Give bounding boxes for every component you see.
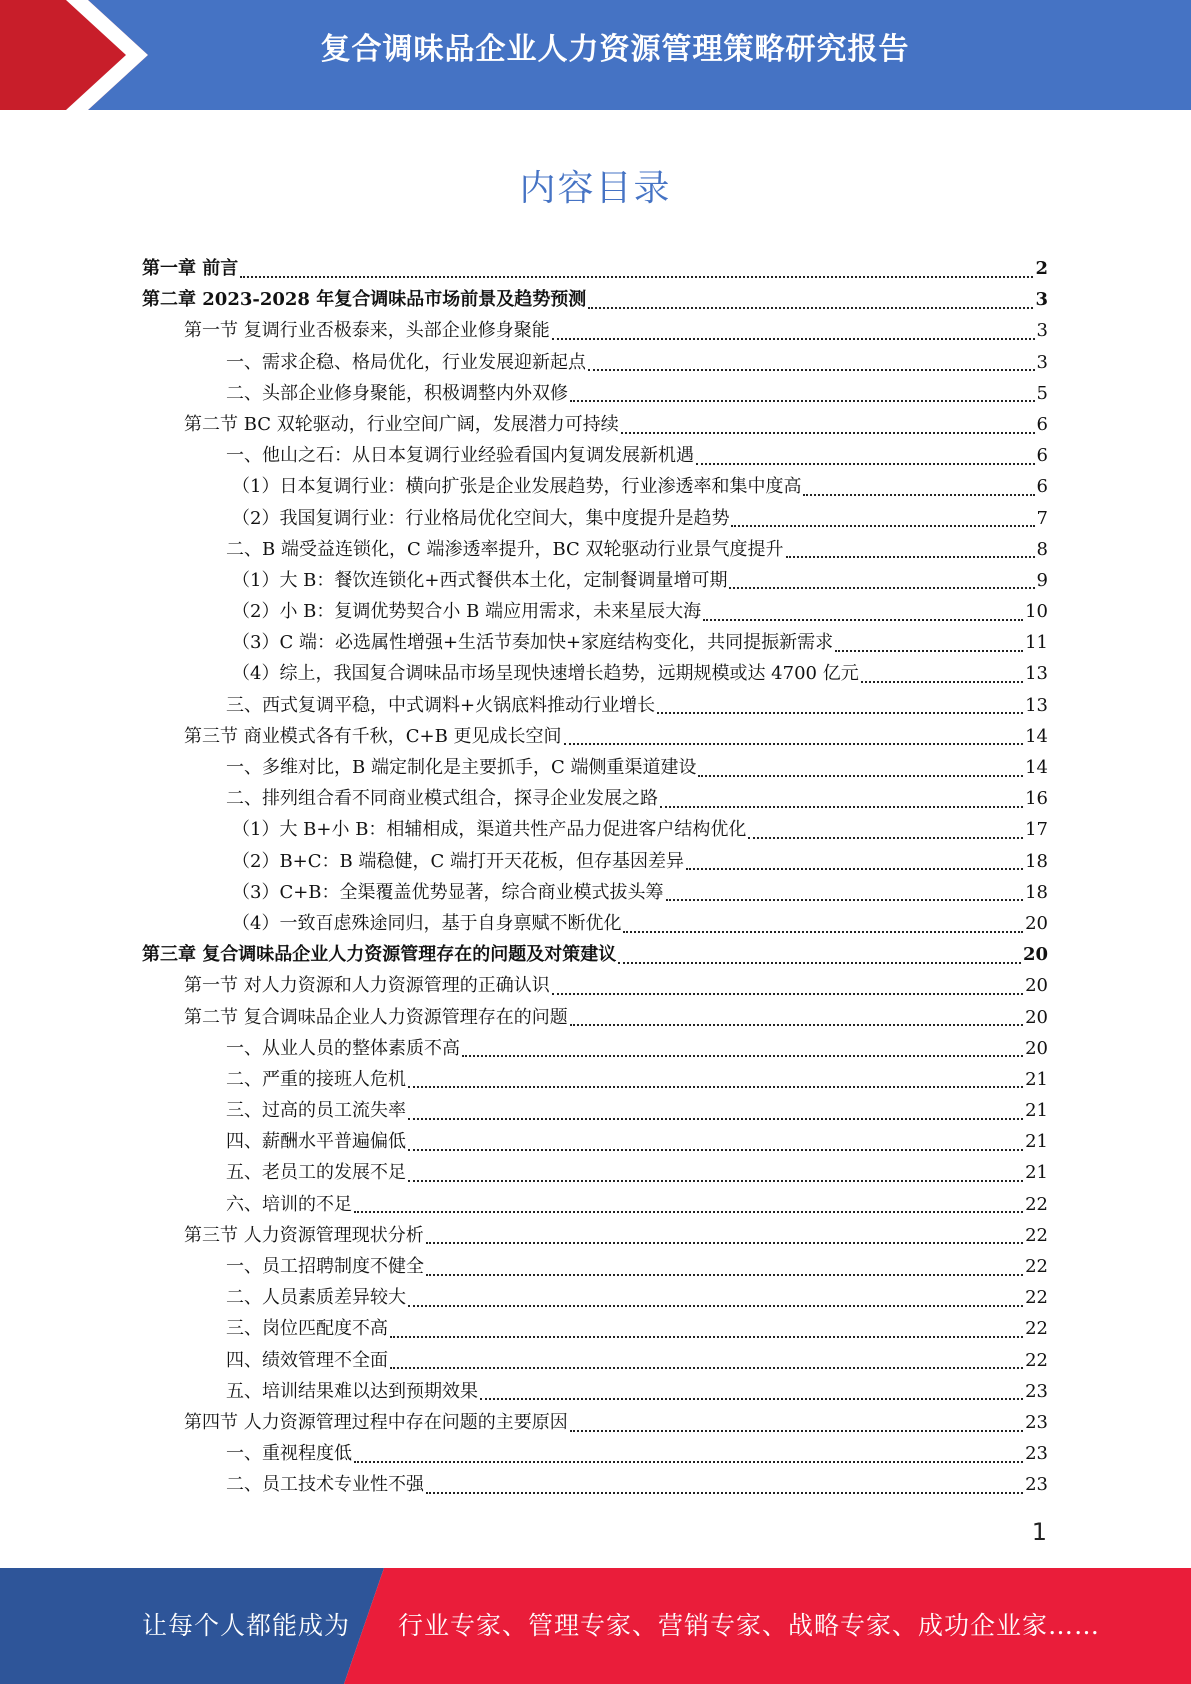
toc-entry[interactable] [142,627,1048,658]
toc-entry[interactable] [142,783,1048,814]
toc-leader-dots [588,307,1033,309]
toc-entry-title: （1）日本复调行业：横向扩张是企业发展趋势，行业渗透率和集中度高 [232,476,802,498]
toc-entry-page: 18 [1025,881,1048,903]
footer-banner [0,1568,1191,1684]
toc-entry-title: 二、排列组合看不同商业模式组合，探寻企业发展之路 [226,788,658,810]
toc-entry-page: 22 [1025,1318,1048,1340]
toc-entry[interactable] [142,1189,1048,1220]
toc-entry-title: 一、多维对比，B 端定制化是主要抓手，C 端侧重渠道建设 [226,757,697,778]
toc-leader-dots [408,1180,1023,1182]
toc-entry[interactable] [142,565,1048,596]
toc-leader-dots [729,587,1034,589]
toc-leader-dots [408,1118,1023,1120]
toc-entry-title: 第一节 对人力资源和人力资源管理的正确认识 [184,975,550,997]
toc-entry-page: 20 [1022,944,1048,966]
toc-entry-title: 一、他山之石：从日本复调行业经验看国内复调发展新机遇 [226,445,694,467]
toc-entry-title: 四、绩效管理不全面 [226,1349,388,1371]
toc-entry-page: 22 [1025,1287,1048,1309]
toc-entry-page: 21 [1025,1100,1048,1122]
toc-leader-dots [666,899,1024,901]
toc-entry-title: 一、重视程度低 [226,1443,352,1465]
toc-entry[interactable] [142,877,1048,908]
toc-leader-dots [698,775,1023,777]
toc-leader-dots [621,432,1035,434]
toc-entry-page: 23 [1025,1380,1048,1402]
toc-entry-page: 23 [1025,1411,1048,1433]
toc-entry-title: 六、培训的不足 [226,1193,352,1215]
toc-entry-title: 二、头部企业修身聚能，积极调整内外双修 [226,382,568,404]
toc-leader-dots [564,743,1024,745]
toc-entry[interactable] [142,409,1048,440]
toc-entry-title: （2）小 B：复调优势契合小 B 端应用需求，未来星辰大海 [232,601,702,623]
toc-entry[interactable] [142,1064,1048,1095]
toc-entry[interactable] [142,908,1048,939]
red-chevron-icon [0,0,150,110]
toc-leader-dots [390,1367,1023,1369]
toc-entry-page: 6 [1036,413,1048,435]
toc-entry[interactable] [142,1376,1048,1407]
toc-entry[interactable] [142,1095,1048,1126]
toc-entry-title: 三、岗位匹配度不高 [226,1318,388,1340]
toc-leader-dots [570,1430,1023,1432]
toc-entry[interactable] [142,1313,1048,1344]
toc-entry[interactable] [142,752,1048,783]
toc-entry-title: 二、严重的接班人危机 [226,1068,406,1090]
toc-entry-title: （1）大 B+小 B：相辅相成，渠道共性产品力促进客户结构优化 [232,819,747,841]
toc-entry[interactable] [142,534,1048,565]
toc-entry[interactable] [142,1345,1048,1376]
toc-leader-dots [408,1149,1023,1151]
toc-entry-title: 一、需求企稳、格局优化，行业发展迎新起点 [226,351,586,373]
toc-entry-page: 10 [1025,601,1048,623]
toc-entry-title: （3）C+B：全渠覆盖优势显著，综合商业模式拔头筹 [232,881,664,903]
toc-entry-page: 17 [1025,819,1048,841]
toc-entry-title: 第四节 人力资源管理过程中存在问题的主要原因 [184,1411,568,1433]
toc-entry-page: 20 [1025,975,1048,997]
toc-entry-page: 8 [1036,538,1048,560]
toc-entry-title: 五、培训结果难以达到预期效果 [226,1380,478,1402]
toc-leader-dots [462,1055,1023,1057]
toc-entry-page: 22 [1025,1193,1048,1215]
toc-leader-dots [240,276,1033,278]
toc-leader-dots [696,463,1035,465]
toc-entry-page: 7 [1036,507,1048,529]
toc-entry-page: 13 [1025,663,1048,685]
toc-entry-page: 16 [1025,788,1048,810]
toc-entry-page: 22 [1025,1256,1048,1277]
toc-entry[interactable] [142,1033,1048,1064]
toc-entry-title: （4）综上，我国复合调味品市场呈现快速增长趋势，远期规模或达 4700 亿元 [232,663,859,685]
toc-entry-title: 二、人员素质差异较大 [226,1287,406,1309]
toc-entry-page: 3 [1036,320,1048,342]
toc-entry-title: 第三章 复合调味品企业人力资源管理存在的问题及对策建议 [142,944,617,966]
toc-entry[interactable] [142,1220,1048,1251]
toc-leader-dots [408,1086,1023,1088]
toc-leader-dots [480,1398,1023,1400]
toc-leader-dots [354,1211,1023,1213]
toc-entry[interactable] [142,846,1048,877]
toc-leader-dots [803,494,1034,496]
toc-entry-page: 20 [1025,1006,1048,1028]
toc-entry[interactable] [142,378,1048,409]
toc-leader-dots [354,1461,1023,1463]
footer-slogan-right: 行业专家、管理专家、营销专家、战略专家、成功企业家…… [398,1611,1101,1640]
toc-entry-title: 五、老员工的发展不足 [226,1162,406,1184]
toc-leader-dots [748,837,1023,839]
toc-leader-dots [623,931,1023,933]
table-of-contents [142,253,1048,1501]
toc-entry[interactable] [142,1157,1048,1188]
toc-entry-page: 20 [1025,1037,1048,1059]
toc-leader-dots [570,1024,1023,1026]
toc-entry-title: 第三节 商业模式各有千秋，C+B 更见成长空间 [184,725,562,747]
toc-entry-title: 四、薪酬水平普遍偏低 [226,1131,406,1153]
toc-entry-title: 第一章 前言 [142,258,239,279]
toc-entry-page: 6 [1036,476,1048,498]
toc-entry-title: 三、过高的员工流失率 [226,1100,406,1122]
toc-entry-title: 第三节 人力资源管理现状分析 [184,1224,424,1246]
toc-leader-dots [660,806,1023,808]
toc-entry-page: 23 [1025,1443,1048,1465]
toc-leader-dots [390,1336,1023,1338]
report-title: 复合调味品企业人力资源管理策略研究报告 [320,32,910,67]
toc-entry-page: 20 [1025,912,1048,934]
toc-entry-title: 第二章 2023-2028 年复合调味品市场前景及趋势预测 [142,289,587,311]
toc-entry-page: 14 [1025,725,1048,747]
toc-entry-page: 3 [1035,289,1048,311]
toc-entry-page: 2 [1035,258,1048,279]
toc-leader-dots [552,338,1035,340]
toc-entry-title: （2）B+C：B 端稳健，C 端打开天花板，但存基因差异 [232,850,684,872]
toc-entry[interactable] [142,440,1048,471]
toc-entry[interactable] [142,315,1048,346]
toc-leader-dots [835,650,1023,652]
toc-entry-title: 三、西式复调平稳，中式调料+火锅底料推动行业增长 [226,694,656,716]
toc-entry-page: 11 [1025,632,1048,654]
toc-entry[interactable] [142,347,1048,378]
toc-entry[interactable] [142,970,1048,1001]
toc-leader-dots [731,525,1034,527]
toc-entry[interactable] [142,284,1048,315]
toc-entry[interactable] [142,471,1048,502]
toc-leader-dots [618,962,1021,964]
toc-entry[interactable] [142,721,1048,752]
toc-entry-page: 22 [1025,1349,1048,1371]
toc-entry[interactable] [142,1282,1048,1313]
toc-entry[interactable] [142,814,1048,845]
toc-heading: 内容目录 [519,168,672,209]
toc-leader-dots [570,400,1035,402]
toc-entry-page: 21 [1025,1068,1048,1090]
toc-leader-dots [426,1274,1023,1276]
toc-entry-page: 22 [1025,1224,1048,1246]
toc-entry-page: 5 [1036,382,1048,404]
toc-entry-page: 6 [1036,445,1048,467]
toc-entry[interactable] [142,1251,1048,1282]
toc-leader-dots [426,1492,1023,1494]
toc-leader-dots [588,369,1035,371]
toc-entry-title: 第一节 复调行业否极泰来，头部企业修身聚能 [184,320,550,342]
toc-entry[interactable] [142,596,1048,627]
toc-entry-page: 13 [1025,694,1048,716]
toc-entry[interactable] [142,1438,1048,1469]
toc-entry-title: 一、从业人员的整体素质不高 [226,1037,460,1059]
toc-leader-dots [552,993,1023,995]
toc-entry[interactable] [142,503,1048,534]
toc-entry-page: 21 [1025,1131,1048,1153]
toc-entry-title: （3）C 端：必选属性增强+生活节奏加快+家庭结构变化，共同提振新需求 [232,632,834,654]
toc-entry-title: 一、员工招聘制度不健全 [226,1256,424,1277]
toc-leader-dots [657,712,1023,714]
toc-leader-dots [786,556,1035,558]
toc-entry-title: 二、B 端受益连锁化，C 端渗透率提升，BC 双轮驱动行业景气度提升 [226,538,784,560]
page-number: 1 [1031,1518,1047,1546]
toc-entry[interactable] [142,253,1048,284]
toc-entry[interactable] [142,690,1048,721]
toc-leader-dots [686,868,1023,870]
toc-entry[interactable] [142,1002,1048,1033]
toc-entry[interactable] [142,658,1048,689]
footer-slogan-left: 让每个人都能成为 [142,1611,351,1640]
toc-leader-dots [861,681,1023,683]
toc-entry[interactable] [142,1407,1048,1438]
toc-entry-page: 18 [1025,850,1048,872]
toc-entry-page: 3 [1036,351,1048,373]
toc-entry-page: 23 [1025,1474,1048,1496]
toc-entry-title: （2）我国复调行业：行业格局优化空间大，集中度提升是趋势 [232,507,730,529]
toc-entry-page: 14 [1025,757,1048,778]
toc-entry[interactable] [142,939,1048,970]
toc-entry[interactable] [142,1126,1048,1157]
toc-entry-title: 第二节 BC 双轮驱动，行业空间广阔，发展潜力可持续 [184,413,619,435]
toc-leader-dots [408,1305,1023,1307]
toc-entry-title: （4）一致百虑殊途同归，基于自身禀赋不断优化 [232,912,622,934]
report-header-banner [0,0,1191,110]
toc-entry[interactable] [142,1469,1048,1500]
toc-entry-title: （1）大 B：餐饮连锁化+西式餐供本土化，定制餐调量增可期 [232,569,728,591]
toc-leader-dots [426,1242,1023,1244]
toc-entry-title: 第二节 复合调味品企业人力资源管理存在的问题 [184,1006,568,1028]
toc-entry-page: 21 [1025,1162,1048,1184]
toc-entry-page: 9 [1036,569,1048,591]
toc-leader-dots [703,619,1023,621]
toc-entry-title: 二、员工技术专业性不强 [226,1474,424,1496]
